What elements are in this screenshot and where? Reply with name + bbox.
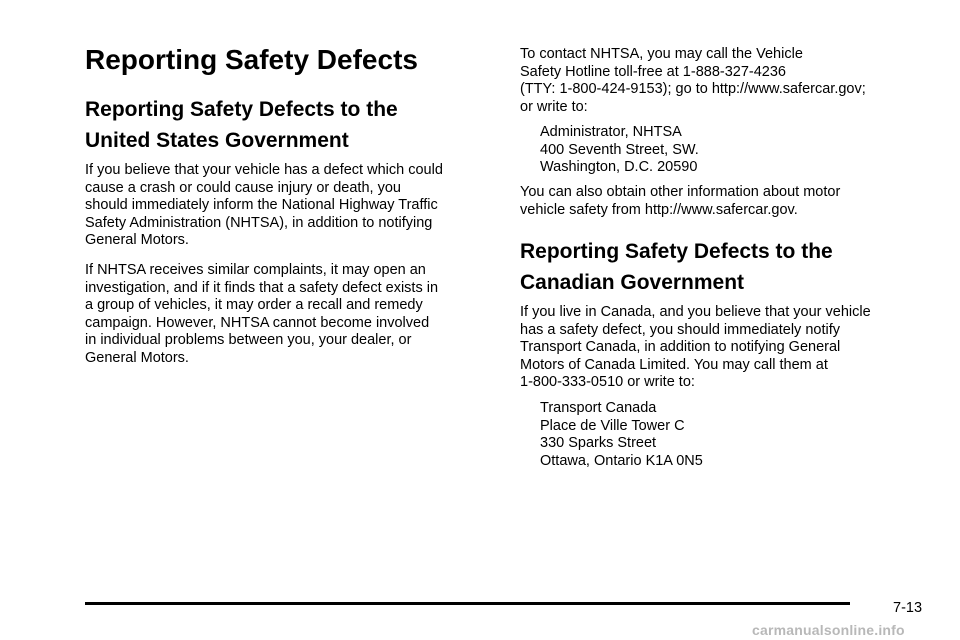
- text-line: You can also obtain other information about motor: [520, 184, 841, 200]
- canadian-government-heading: [520, 236, 833, 298]
- text-line: If NHTSA receives similar complaints, it may open an: [85, 262, 426, 278]
- text-line: should immediately inform the National Highway Traffic: [85, 197, 438, 213]
- address-line: Washington, D.C. 20590: [540, 159, 698, 175]
- text-line: Transport Canada, in addition to notifying General: [520, 339, 841, 355]
- text-line: Safety Hotline toll-free at 1-888-327-4236: [520, 63, 786, 80]
- contact-nhtsa-paragraph: [520, 46, 866, 116]
- text-line: If you live in Canada, and you believe that your vehicle: [520, 304, 871, 320]
- page-title: Reporting Safety Defects: [85, 44, 418, 75]
- other-info-paragraph: [520, 184, 840, 219]
- transport-canada-address: [540, 400, 703, 470]
- nhtsa-investigation-paragraph: [85, 262, 438, 367]
- text-line: vehicle safety from http://www.safercar.gov.: [520, 201, 798, 218]
- address-line: Place de Ville Tower C: [540, 417, 685, 434]
- canada-defect-paragraph: [520, 304, 871, 392]
- nhtsa-address: [540, 124, 699, 177]
- text-line: investigation, and if it finds that a safety defect exists in: [85, 279, 439, 296]
- heading-line: Reporting Safety Defects to the: [520, 240, 833, 263]
- us-defect-paragraph: [85, 162, 443, 250]
- text-line: If you believe that your vehicle has a defect which could: [85, 162, 443, 178]
- text-line: in individual problems between you, your dealer, or: [85, 332, 412, 348]
- address-line: Transport Canada: [540, 400, 657, 416]
- us-government-heading: [85, 94, 398, 156]
- text-line: or write to:: [520, 98, 588, 115]
- text-line: a group of vehicles, it may order a recall and remedy: [85, 297, 423, 313]
- text-line: To contact NHTSA, you may call the Vehicle: [520, 46, 803, 62]
- text-line: 1-800-333-0510 or write to:: [520, 374, 695, 390]
- text-line: Motors of Canada Limited. You may call them at: [520, 356, 828, 373]
- text-line: (TTY: 1-800-424-9153); go to http://www.safercar.gov;: [520, 81, 866, 97]
- text-line: has a safety defect, you should immediately notify: [520, 321, 840, 338]
- page-number: 7-13: [893, 600, 923, 616]
- text-line: General Motors.: [85, 349, 189, 366]
- text-line: Safety Administration (NHTSA), in addition to notifying: [85, 214, 433, 231]
- text-line: General Motors.: [85, 232, 189, 248]
- heading-line: Canadian Government: [520, 271, 745, 294]
- footer-rule: [85, 602, 850, 605]
- address-line: 400 Seventh Street, SW.: [540, 141, 699, 158]
- watermark: carmanualsonline.info: [752, 622, 905, 638]
- text-line: campaign. However, NHTSA cannot become involved: [85, 314, 430, 331]
- address-line: 330 Sparks Street: [540, 435, 657, 451]
- text-line: cause a crash or could cause injury or death, you: [85, 179, 401, 196]
- address-line: Administrator, NHTSA: [540, 124, 682, 140]
- address-line: Ottawa, Ontario K1A 0N5: [540, 452, 703, 469]
- heading-line: United States Government: [85, 129, 349, 152]
- heading-line: Reporting Safety Defects to the: [85, 98, 398, 121]
